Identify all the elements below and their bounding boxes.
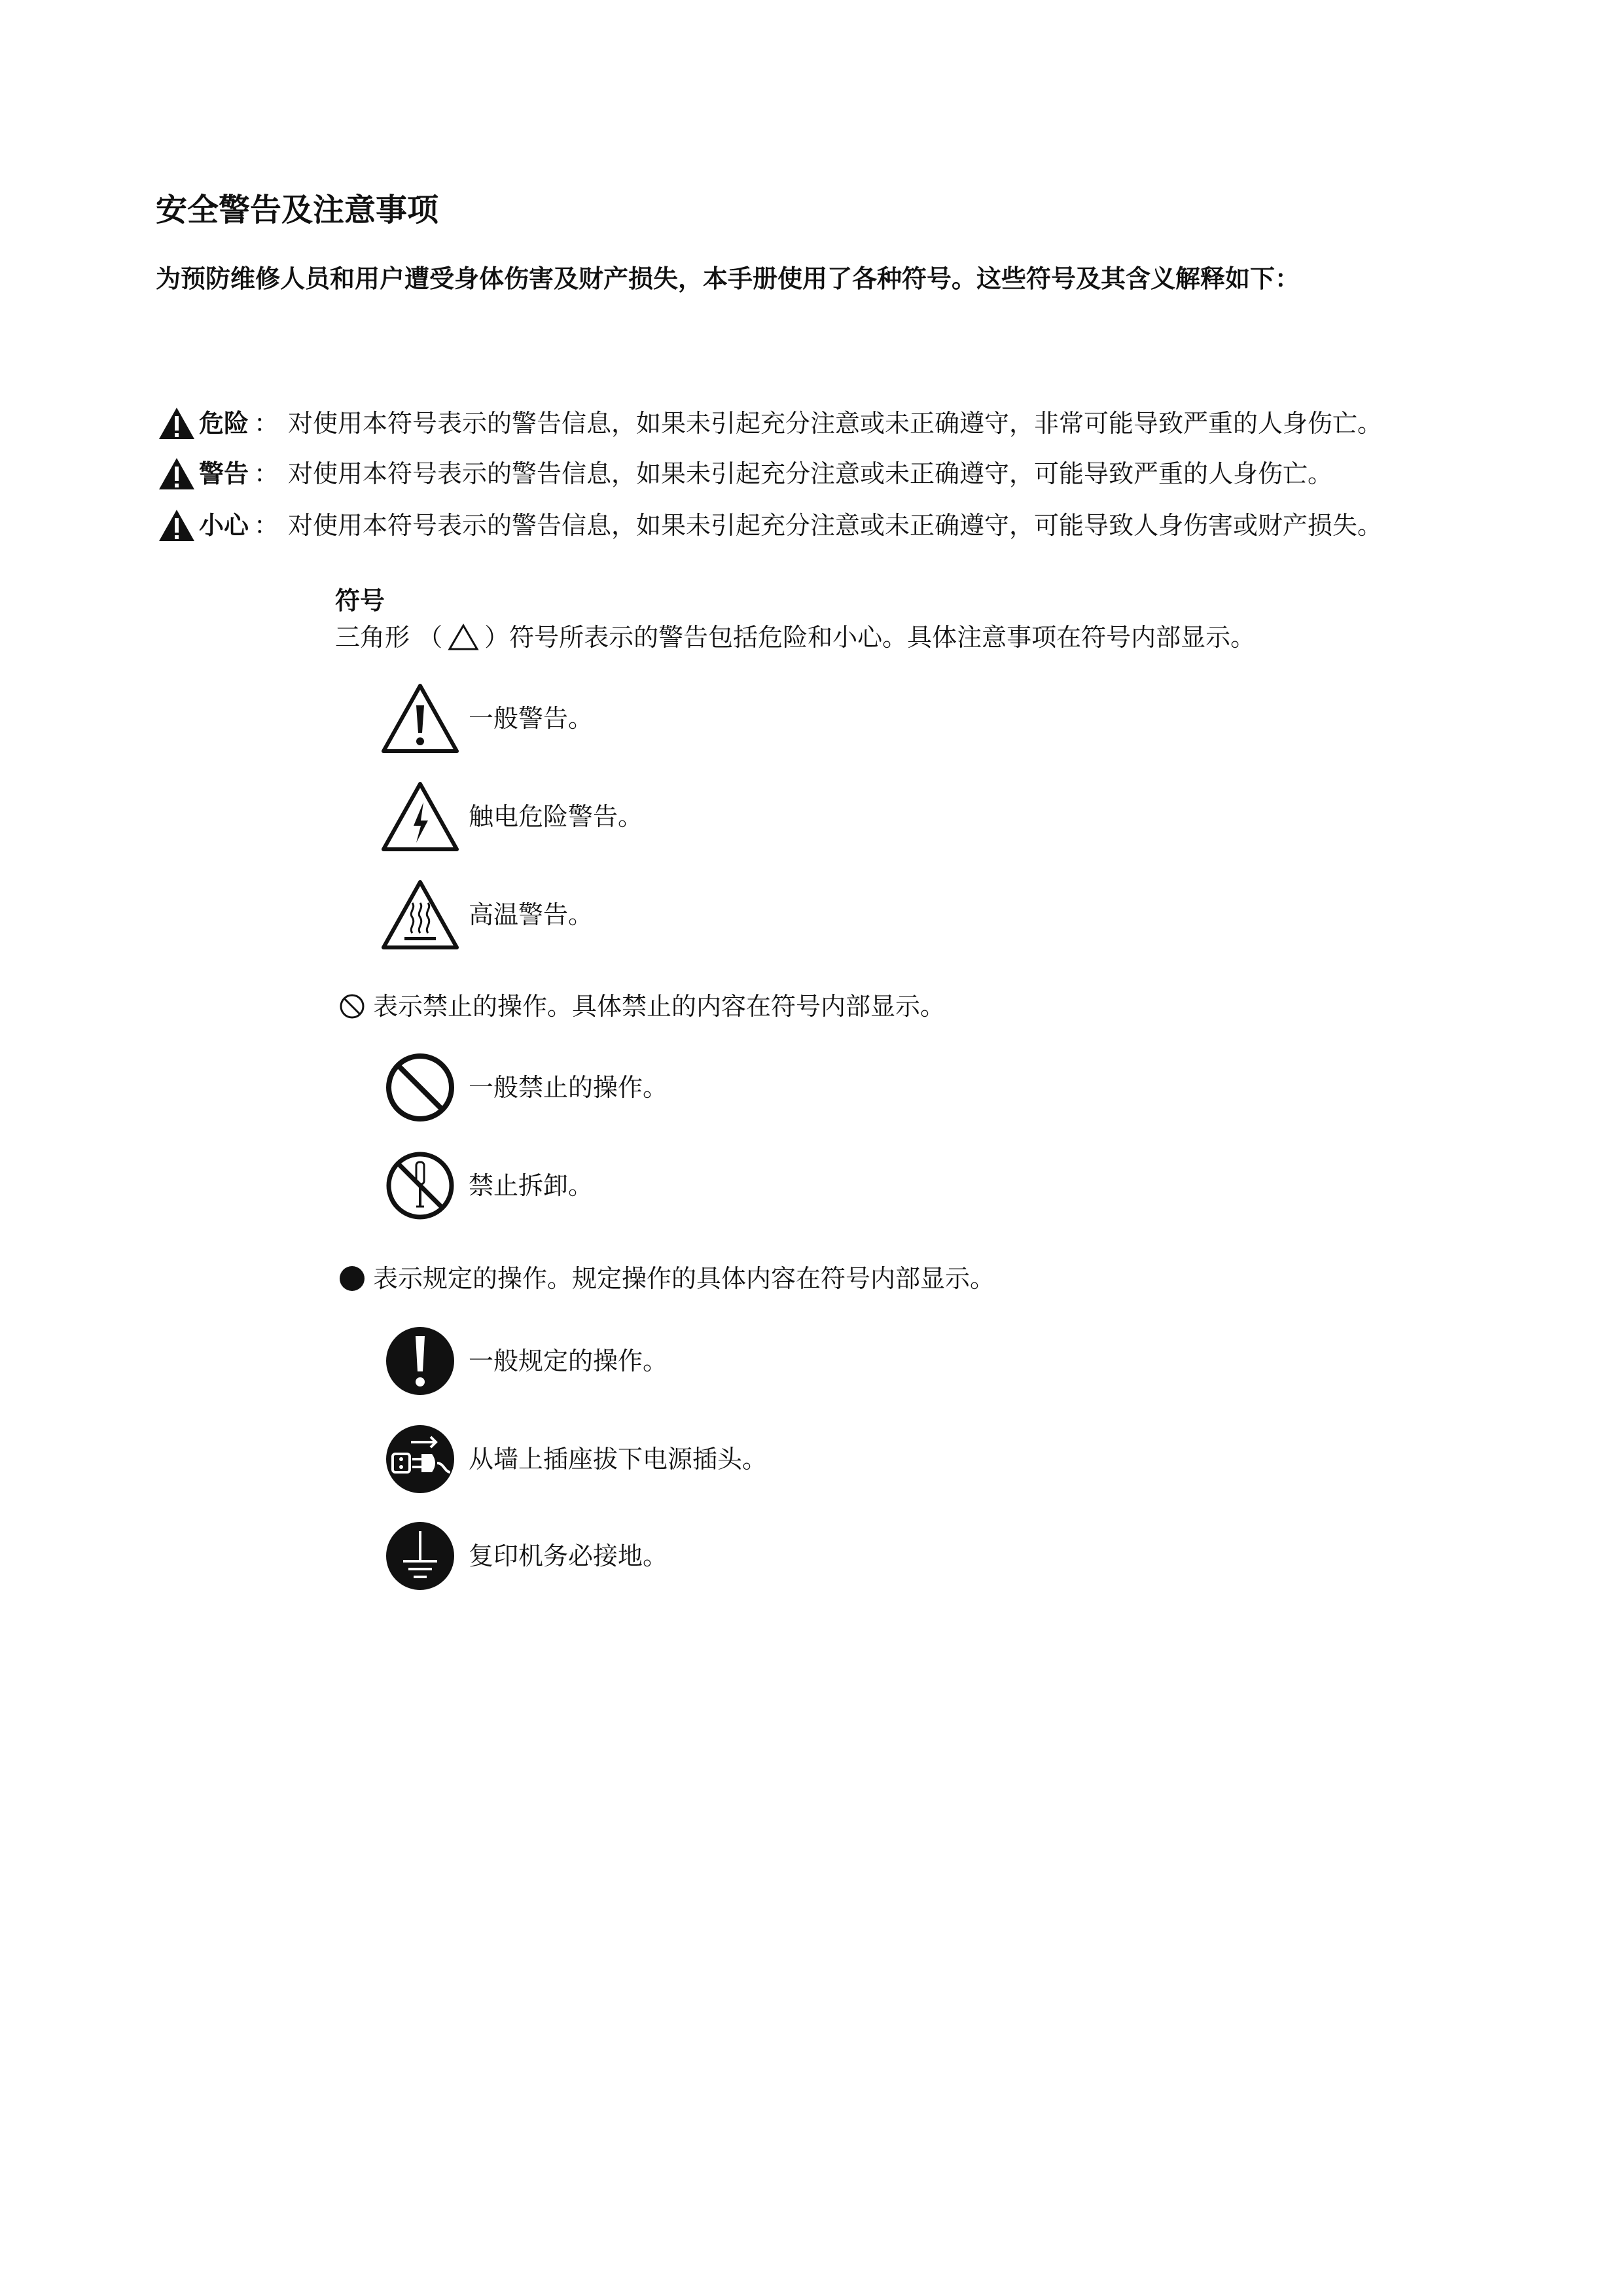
symbol-label: 禁止拆卸。 <box>469 1171 594 1200</box>
warning-triangle-filled-icon <box>157 508 196 543</box>
triangle-desc-before: 三角形 （ <box>335 623 443 652</box>
level-text: 对使用本符号表示的警告信息，如果未引起充分注意或未正确遵守，非常可能导致严重的人身伤亡。 <box>288 409 1383 438</box>
level-name: 警告 <box>199 459 249 488</box>
general-prohibition-icon <box>380 1051 461 1124</box>
symbol-item <box>380 877 593 953</box>
no-disassembly-icon <box>380 1149 461 1222</box>
general-mandatory-icon <box>380 1324 461 1398</box>
warning-triangle-filled-icon <box>157 456 196 491</box>
level-caution <box>157 505 1382 546</box>
symbol-label: 从墙上插座拔下电源插头。 <box>469 1445 768 1474</box>
prohibition-description <box>338 988 945 1025</box>
mandatory-description <box>338 1260 995 1297</box>
symbol-label: 一般警告。 <box>469 704 594 733</box>
symbol-item <box>380 1518 668 1594</box>
page-title: 安全警告及注意事项 <box>156 192 439 228</box>
level-colon: ： <box>254 459 279 488</box>
level-text: 对使用本符号表示的警告信息，如果未引起充分注意或未正确遵守，可能导致严重的人身伤亡。 <box>288 459 1333 488</box>
warning-triangle-filled-icon <box>157 406 196 441</box>
ground-connection-icon <box>380 1519 461 1593</box>
symbols-heading: 符号 <box>335 586 385 615</box>
symbol-label: 一般规定的操作。 <box>469 1347 668 1375</box>
level-colon: ： <box>254 409 279 438</box>
symbol-item <box>380 1323 668 1399</box>
symbol-label: 复印机务必接地。 <box>469 1542 668 1570</box>
symbol-item <box>380 680 593 756</box>
symbol-item <box>380 1050 668 1125</box>
symbol-label: 触电危险警告。 <box>469 802 643 831</box>
mandatory-desc-text: 表示规定的操作。规定操作的具体内容在符号内部显示。 <box>373 1264 995 1293</box>
mandatory-small-icon <box>338 1264 366 1293</box>
high-temperature-warning-icon <box>380 878 461 951</box>
outline-triangle-icon <box>448 623 479 652</box>
level-name: 小心 <box>199 511 249 540</box>
level-danger <box>157 403 1382 444</box>
symbol-item <box>380 1148 593 1224</box>
prohibition-desc-text: 表示禁止的操作。具体禁止的内容在符号内部显示。 <box>373 992 946 1021</box>
symbol-label: 一般禁止的操作。 <box>469 1073 668 1102</box>
electric-shock-warning-icon <box>380 780 461 853</box>
level-colon: ： <box>254 511 279 540</box>
symbol-label: 高温警告。 <box>469 900 594 929</box>
triangle-description <box>335 619 1255 656</box>
general-warning-icon <box>380 682 461 755</box>
level-warning <box>157 453 1332 494</box>
symbol-item <box>380 1421 767 1497</box>
level-name: 危险 <box>199 409 249 438</box>
unplug-power-icon <box>380 1422 461 1496</box>
triangle-desc-after: ）符号所表示的警告包括危险和小心。具体注意事项在符号内部显示。 <box>484 623 1256 652</box>
prohibition-small-icon <box>338 992 366 1021</box>
level-text: 对使用本符号表示的警告信息，如果未引起充分注意或未正确遵守，可能导致人身伤害或财产损失。 <box>288 511 1383 540</box>
symbol-item <box>380 779 643 855</box>
intro-paragraph: 为预防维修人员和用户遭受身体伤害及财产损失，本手册使用了各种符号。这些符号及其含义解释如下： <box>156 264 1300 293</box>
